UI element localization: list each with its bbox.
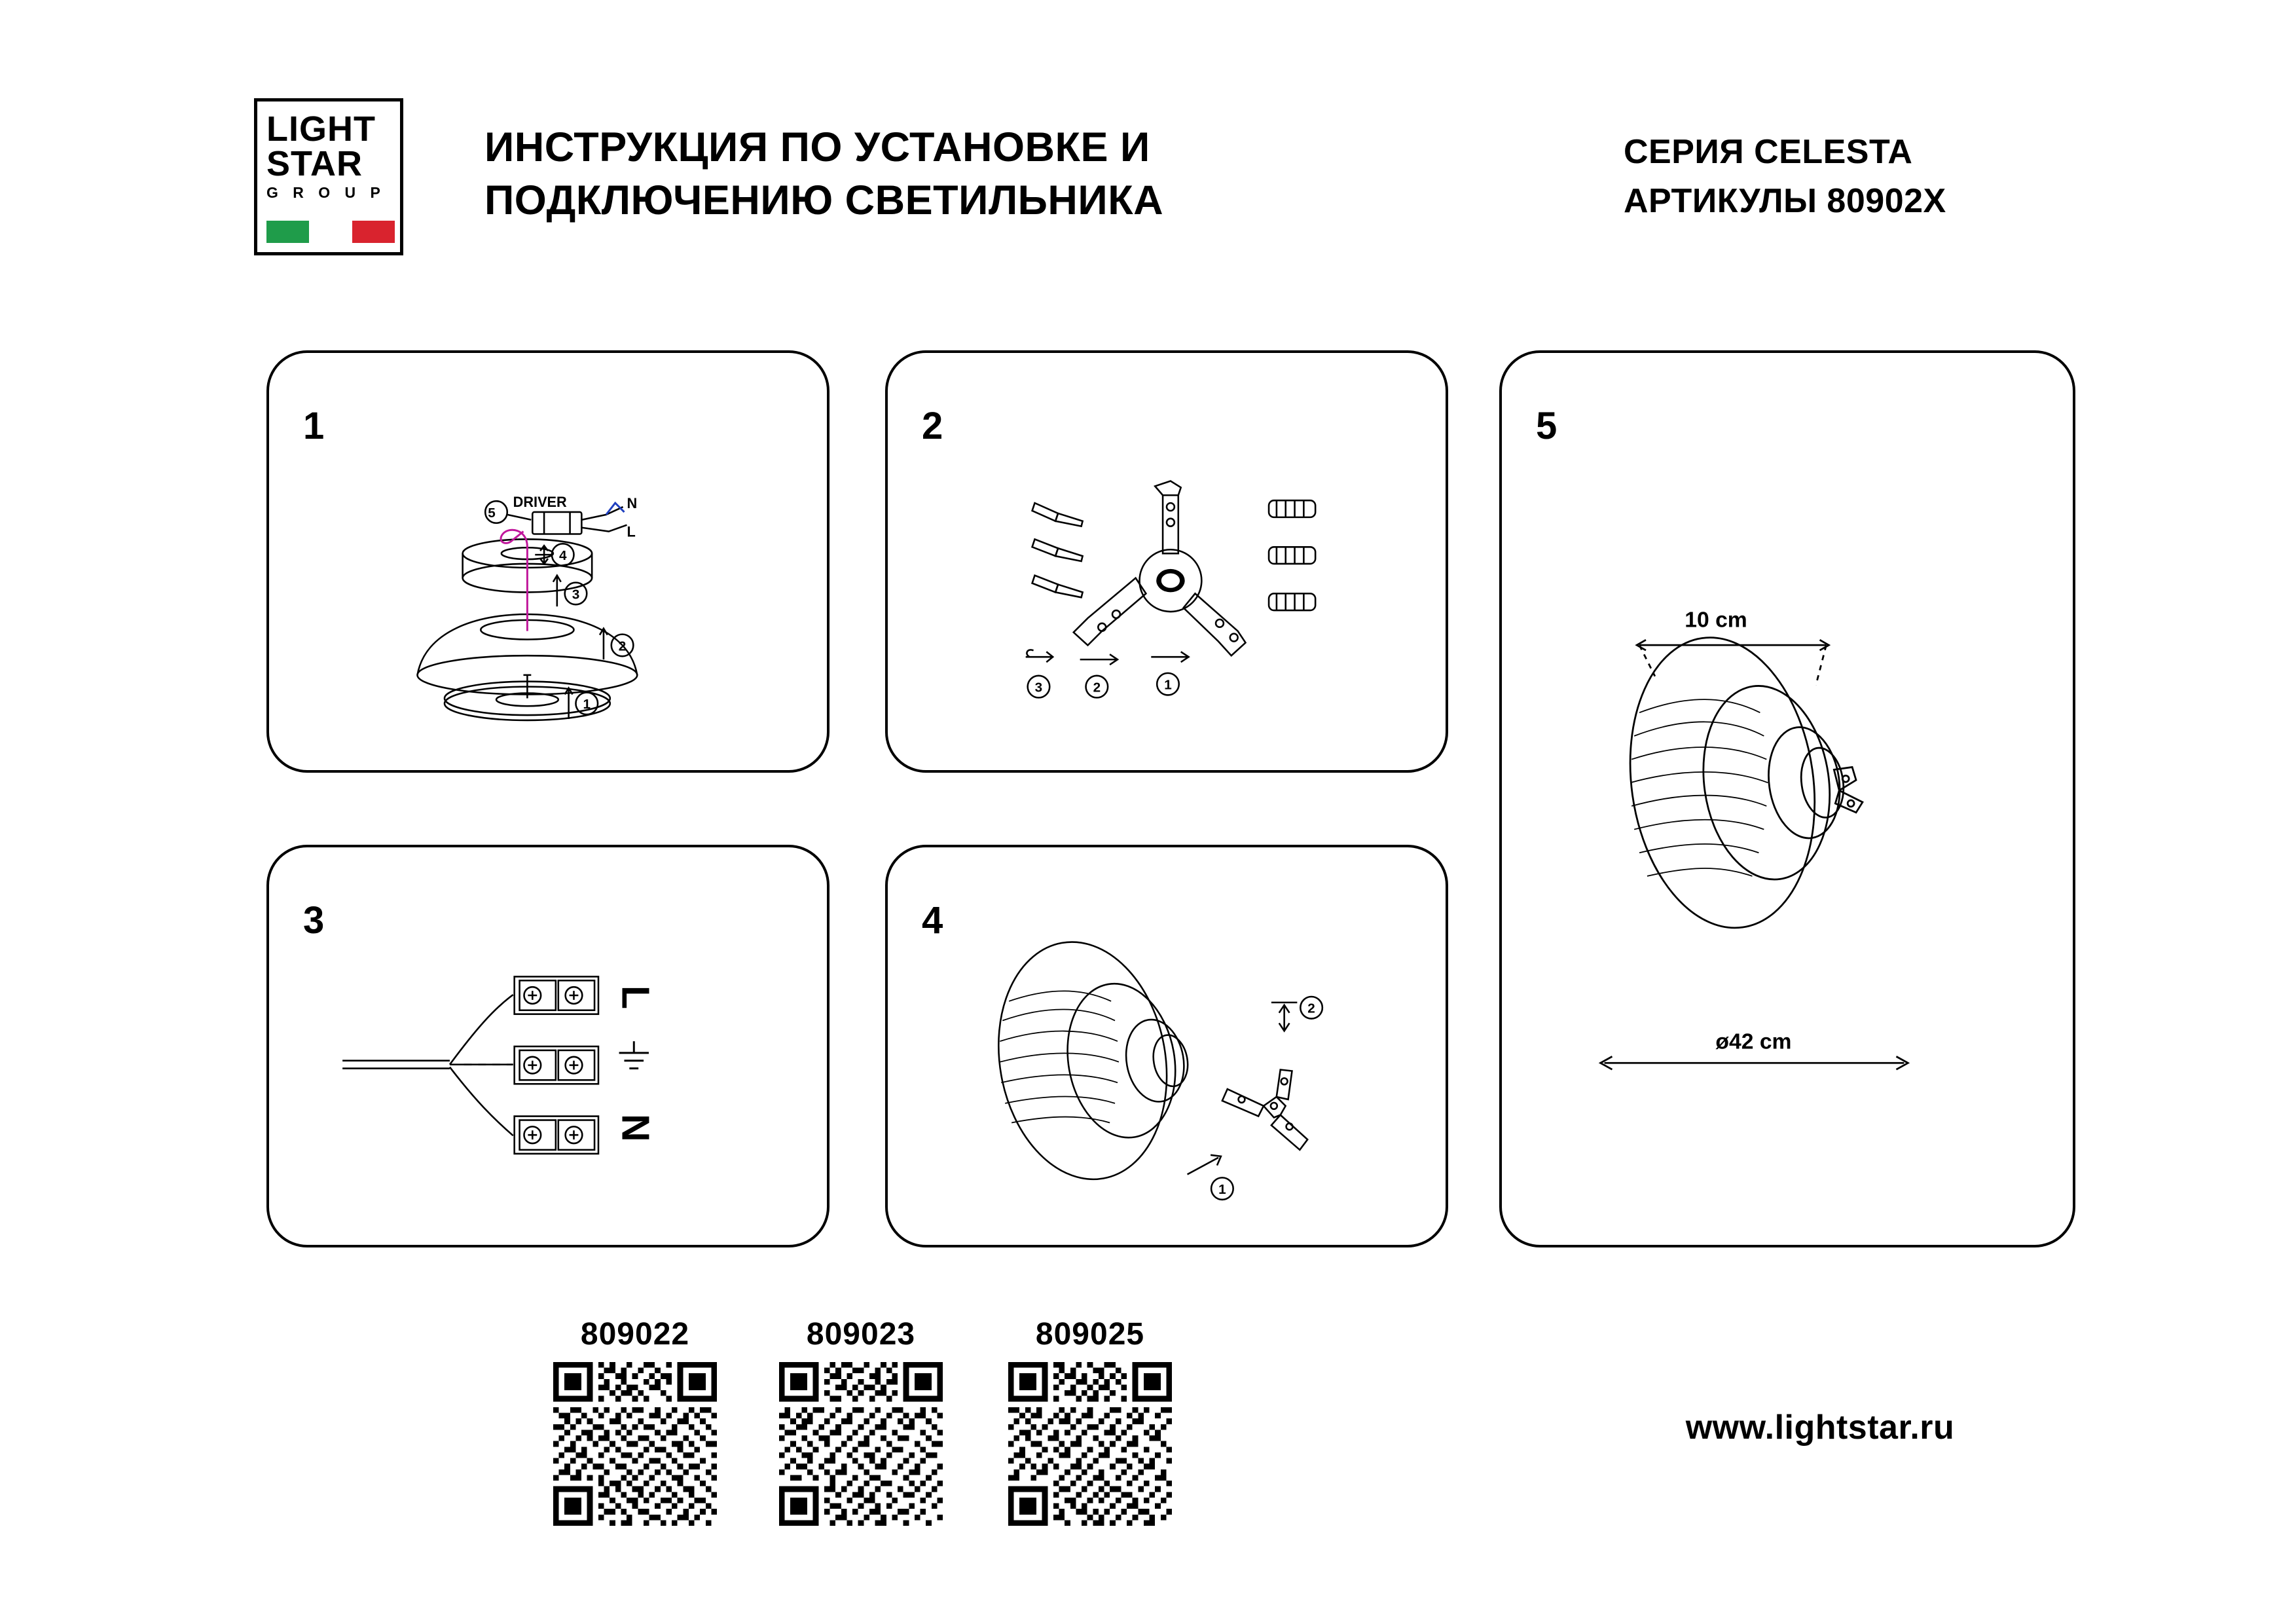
website-url: www.lightstar.ru (1685, 1409, 1955, 1447)
flag-stripe-white (309, 221, 352, 243)
step-1-bubble-1: 1 (583, 697, 591, 712)
qr-code-809023 (779, 1362, 943, 1526)
brand-logo (254, 98, 403, 255)
step-1-bubble-2: 2 (618, 638, 627, 654)
step-1-bubble-5: 5 (488, 505, 496, 521)
article-numbers: АРТИКУЛЫ 80902X (1624, 182, 1946, 221)
step-1-bubble-4: 4 (558, 548, 567, 564)
step-2-diagram (888, 353, 1446, 770)
qr-article-label-2: 809023 (806, 1317, 916, 1352)
step-number-4: 4 (922, 899, 943, 942)
step-1-diagram (269, 353, 827, 770)
step-4-bubble-2: 2 (1307, 1001, 1315, 1016)
step-panel-4 (885, 845, 1448, 1247)
step-4-bubble-1: 1 (1218, 1182, 1226, 1198)
flag-stripe-green (266, 221, 309, 243)
series-info (1624, 128, 2147, 227)
step-number-3: 3 (303, 899, 325, 942)
step-panel-3 (266, 845, 829, 1247)
series-name: СЕРИЯ CELESTA (1624, 133, 1913, 171)
step-1-bubble-3: 3 (572, 587, 580, 602)
diameter-label: ø42 cm (1715, 1029, 1792, 1054)
qr-code-809022 (553, 1362, 717, 1526)
step-2-bubble-3: 3 (1034, 680, 1043, 695)
brand-logo-text (266, 109, 397, 201)
page-header (0, 0, 2296, 308)
mains-l-label: L (627, 523, 636, 540)
brand-logo-line3: G R O U P (266, 183, 386, 201)
step-panel-1 (266, 350, 829, 773)
step-number-5: 5 (1536, 405, 1558, 447)
page-title: ИНСТРУКЦИЯ ПО УСТАНОВКЕ И ПОДКЛЮЧЕНИЮ СВЕТИЛЬНИКА (484, 124, 1164, 223)
terminal-label-l: L (613, 985, 658, 1010)
italy-flag-icon (266, 221, 395, 243)
terminal-label-n: N (613, 1113, 658, 1142)
driver-label: DRIVER (513, 494, 567, 511)
brand-logo-line1: LIGHT (266, 109, 376, 149)
qr-article-label-3: 809025 (1035, 1317, 1145, 1352)
step-number-2: 2 (922, 405, 943, 447)
flag-stripe-red (352, 221, 395, 243)
depth-label: 10 cm (1685, 608, 1747, 633)
step-3-diagram (269, 847, 827, 1245)
step-panel-2 (885, 350, 1448, 773)
qr-article-label-1: 809022 (580, 1317, 690, 1352)
step-2-bubble-1: 1 (1164, 677, 1172, 693)
step-number-1: 1 (303, 405, 325, 447)
brand-logo-line2: STAR (266, 143, 363, 183)
step-panel-5 (1499, 350, 2075, 1247)
step-4-diagram (888, 847, 1446, 1245)
step-5-diagram (1502, 353, 2073, 1245)
qr-code-809025 (1008, 1362, 1172, 1526)
mains-n-label: N (627, 495, 638, 512)
step-2-bubble-2: 2 (1093, 680, 1101, 695)
